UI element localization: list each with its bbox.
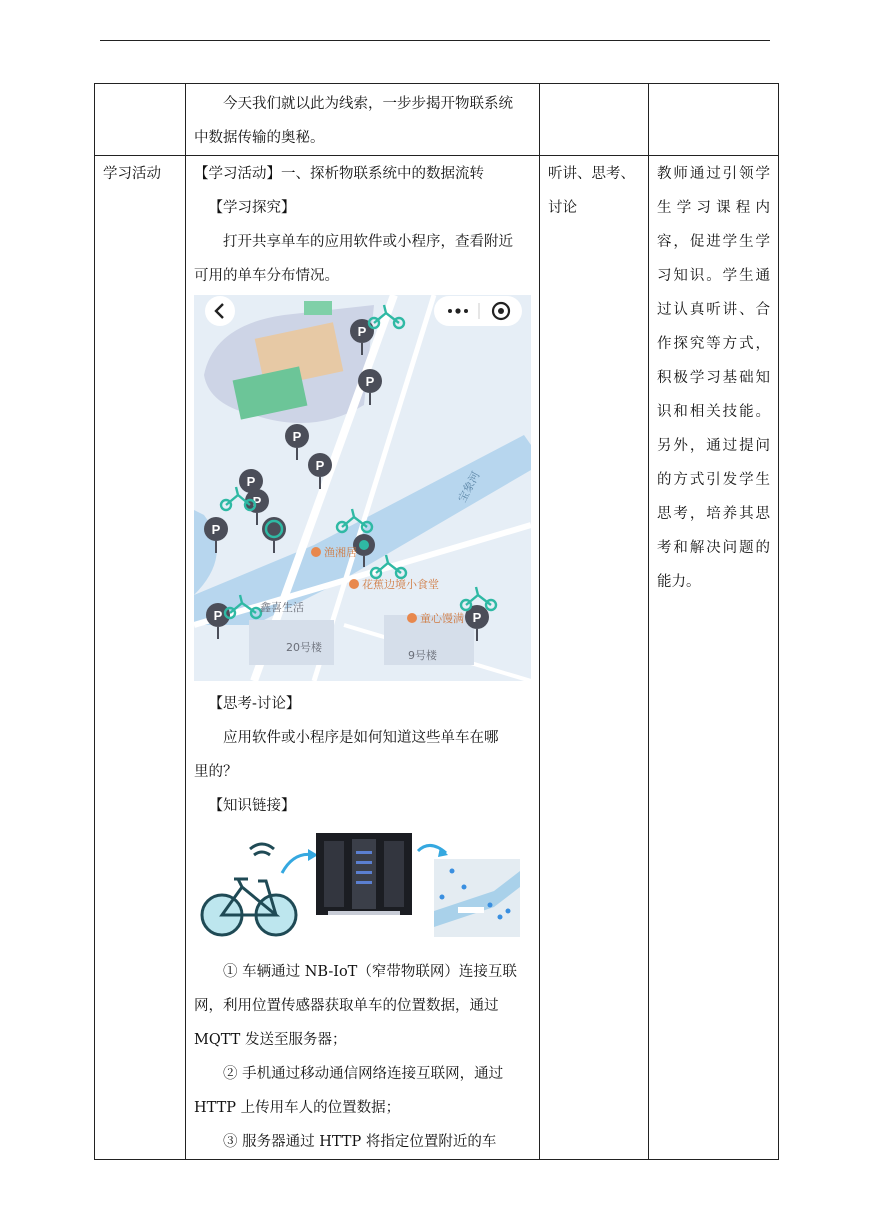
more-dots-icon (464, 309, 468, 313)
server-rack-icon (316, 833, 412, 915)
smart-bike-icon (202, 844, 296, 935)
row1-content-cell (186, 84, 540, 156)
row2-content-cell (186, 156, 540, 1160)
svg-text:P: P (292, 429, 302, 444)
more-dots-icon (455, 308, 460, 313)
table-row (95, 84, 779, 156)
intro-line-1: 今天我们就以此为线索，一步步揭开物联系统 (223, 96, 513, 112)
intent-line: 能力。 (657, 574, 701, 590)
row2-label-cell (95, 156, 186, 1160)
svg-text:P: P (246, 474, 256, 489)
explore-line-2: 可用的单车分布情况。 (194, 268, 339, 284)
intent-line: 容，促进学生学 (657, 234, 770, 250)
explore-title: 【学习探究】 (208, 200, 296, 216)
map-thumbnail-icon (434, 859, 520, 937)
point-1-line-2: 网，利用位置传感器获取单车的位置数据，通过 (194, 998, 499, 1014)
point-1-line-3: MQTT 发送至服务器； (194, 1032, 347, 1048)
think-line-2: 里的？ (194, 764, 238, 780)
point-3-line-1: ③ 服务器通过 HTTP 将指定位置附近的车 (223, 1134, 497, 1150)
data-flow-illustration (194, 831, 524, 949)
row-label-activity: 学习活动 (103, 166, 161, 182)
map-green-block (304, 301, 332, 315)
svg-text:P: P (357, 324, 367, 339)
svg-text:P: P (365, 374, 375, 389)
poi-icon (349, 579, 359, 589)
table-row (95, 156, 779, 1160)
intent-line: 过认真听讲、合 (657, 302, 770, 318)
poi-icon (407, 613, 417, 623)
row1-label-cell (95, 84, 186, 156)
poi-label: 渔湘居 (324, 546, 357, 559)
activity-title: 【学习活动】一、探析物联系统中的数据流转 (194, 166, 484, 182)
intent-line: 的方式引发学生 (657, 472, 770, 488)
link-title: 【知识链接】 (208, 798, 296, 814)
river-label: 宝象河 (455, 469, 483, 505)
intent-line: 生学习课程内 (657, 200, 770, 216)
intro-line-2: 中数据传输的奥秘。 (194, 130, 325, 146)
close-target-icon (498, 308, 504, 314)
poi-label: 花蕉边境小食堂 (362, 578, 439, 591)
intent-line: 习知识。学生通 (657, 268, 770, 284)
intent-line: 识和相关技能。 (657, 404, 770, 420)
intent-line: 思考，培养其思 (657, 506, 770, 522)
think-line-1: 应用软件或小程序是如何知道这些单车在哪 (223, 730, 499, 746)
svg-text:P: P (213, 608, 223, 623)
intent-line: 作探究等方式， (657, 336, 770, 352)
row1-intent-cell (649, 84, 779, 156)
row2-intent-cell (649, 156, 779, 1160)
row2-method-cell (540, 156, 649, 1160)
bike-map-image (194, 295, 531, 681)
lesson-table (94, 83, 779, 1160)
method-line-2: 讨论 (548, 200, 577, 216)
intent-line: 考和解决问题的 (657, 540, 770, 556)
intent-line: 另外，通过提问 (657, 438, 770, 454)
intent-line: 积极学习基础知 (657, 370, 770, 386)
point-2-line-1: ② 手机通过移动通信网络连接互联网，通过 (223, 1066, 504, 1082)
more-dots-icon (448, 309, 452, 313)
intent-line: 教师通过引领学 (657, 166, 770, 182)
method-line-1: 听讲、思考、 (548, 166, 635, 182)
think-title: 【思考-讨论】 (208, 696, 301, 712)
svg-text:P: P (472, 610, 482, 625)
poi-icon (311, 547, 321, 557)
point-2-line-2: HTTP 上传用车人的位置数据； (194, 1100, 401, 1116)
poi-label: 鑫喜生活 (260, 601, 304, 614)
row1-method-cell (540, 84, 649, 156)
poi-label: 童心馒满 (420, 612, 464, 625)
building-label: 9号楼 (408, 649, 437, 662)
svg-text:P: P (252, 494, 262, 509)
point-1-line-1: ① 车辆通过 NB-IoT（窄带物联网）连接互联 (223, 964, 517, 980)
explore-line-1: 打开共享单车的应用软件或小程序，查看附近 (223, 234, 513, 250)
svg-text:P: P (211, 522, 221, 537)
map-back-button[interactable] (205, 296, 235, 326)
header-rule (100, 40, 770, 41)
svg-text:P: P (315, 458, 325, 473)
building-label: 20号楼 (286, 641, 322, 654)
